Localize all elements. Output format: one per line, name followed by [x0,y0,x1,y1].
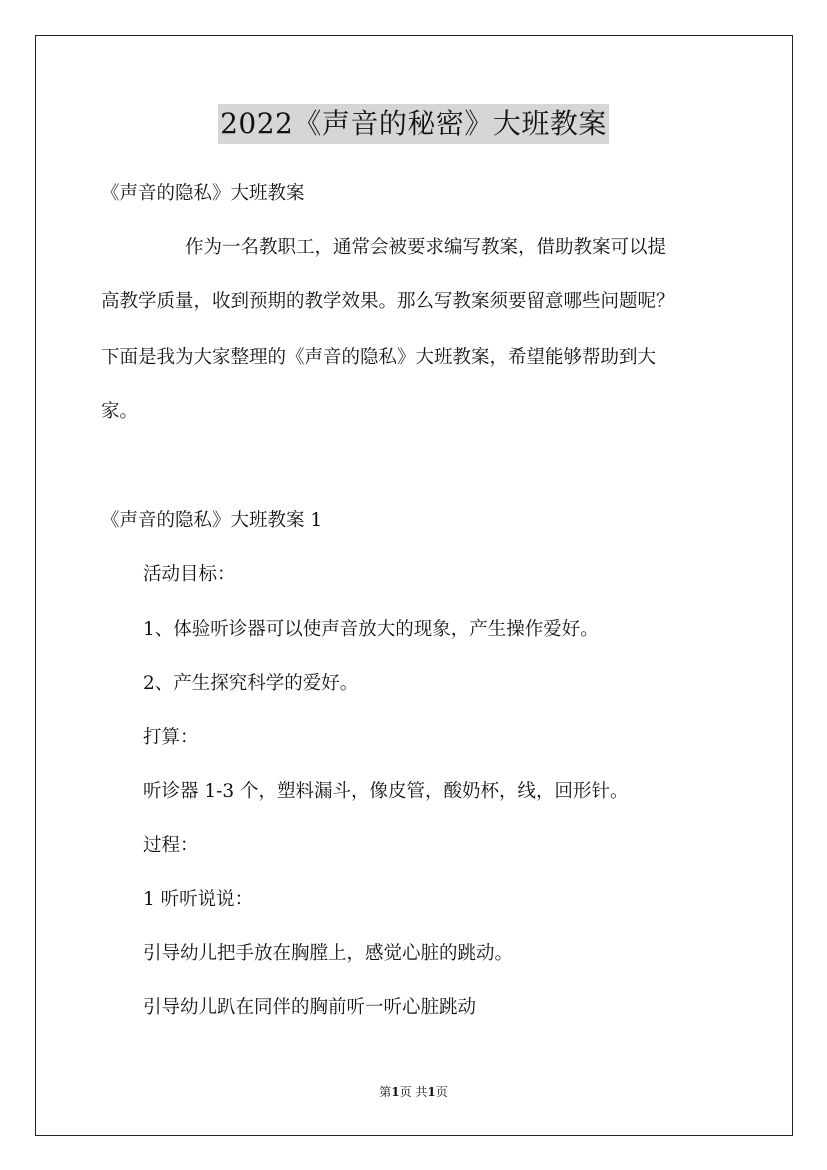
goals-label: 活动目标： [143,564,236,585]
prep-text: 听诊器 1-3 个，塑料漏斗，像皮管，酸奶杯，线，回形针。 [143,781,629,802]
document-subtitle: 《声音的隐私》大班教案 [101,183,305,204]
prep-label: 打算： [143,727,199,748]
footer-prefix: 第 [379,1085,392,1099]
intro-line-1: 作为一名教职工，通常会被要求编写教案，借助教案可以提 [185,237,667,258]
step-1-label: 1 听听说说： [143,889,254,910]
goal-1: 1、体验听诊器可以使声音放大的现象，产生操作爱好。 [143,619,599,640]
footer-page-current: 1 [391,1085,400,1099]
goal-2: 2、产生探究科学的爱好。 [143,673,359,694]
intro-line-3: 下面是我为大家整理的《声音的隐私》大班教案，希望能够帮助到大 [101,347,657,368]
page-footer [0,1084,827,1100]
footer-page-total: 1 [427,1085,436,1099]
step-1-text-1: 引导幼儿把手放在胸膛上，感觉心脏的跳动。 [143,943,514,964]
step-1-text-2: 引导幼儿趴在同伴的胸前听一听心脏跳动 [143,997,477,1018]
process-label: 过程： [143,835,199,856]
footer-suffix: 页 [435,1085,448,1099]
footer-mid: 页 共 [399,1085,428,1099]
document-title: 2022《声音的秘密》大班教案 [218,104,609,144]
title-container [0,104,827,144]
section-heading: 《声音的隐私》大班教案 1 [101,510,323,531]
intro-line-4: 家。 [101,401,139,422]
intro-line-2: 高教学质量，收到预期的教学效果。那么写教案须要留意哪些问题呢？ [101,291,675,312]
